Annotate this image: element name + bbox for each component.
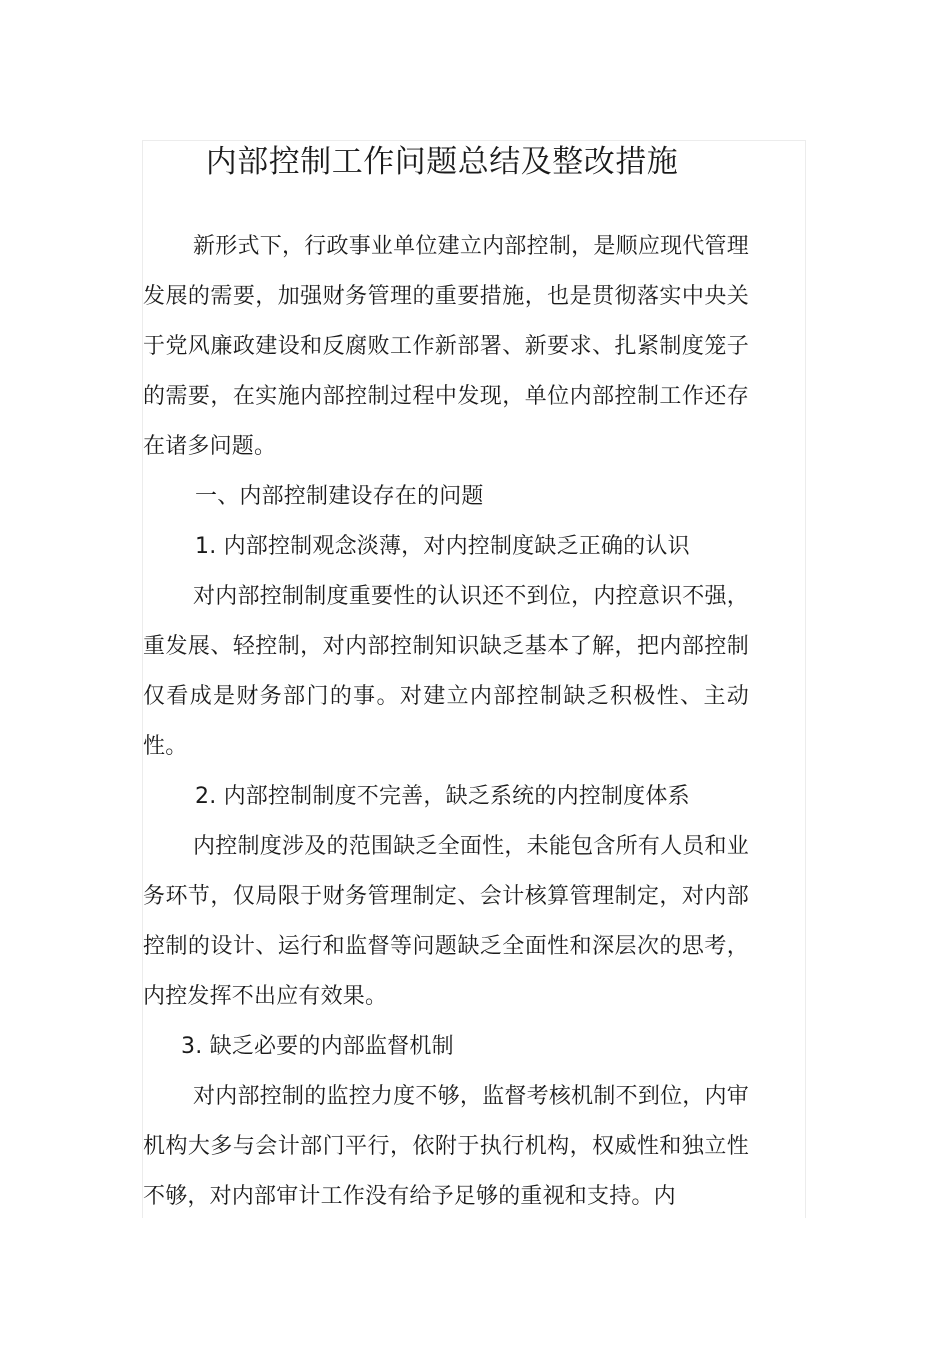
- item-heading-2: 2. 内部控制制度不完善，缺乏系统的内控制度体系: [195, 784, 690, 809]
- section-heading-1: 一、内部控制建设存在的问题: [195, 484, 484, 509]
- document-title: 内部控制工作问题总结及整改措施: [205, 144, 679, 180]
- intro-paragraph: 新形式下，行政事业单位建立内部控制，是顺应现代管理发展的需要，加强财务管理的重要措施，也是贯彻落实中央关于党风廉政建设和反腐败工作新部署、新要求、扎紧制度笼子的需要，在实施内部控制过程中发现，单位内部控制工作还存在诸多问题。: [143, 234, 749, 459]
- item-paragraph-1: 对内部控制制度重要性的认识还不到位，内控意识不强，重发展、轻控制，对内部控制知识缺乏基本了解，把内部控制仅看成是财务部门的事。对建立内部控制缺乏积极性、主动性。: [143, 584, 749, 759]
- document-body: [143, 222, 749, 1222]
- item-heading-3: 3. 缺乏必要的内部监督机制: [181, 1034, 454, 1059]
- item-heading-1: 1. 内部控制观念淡薄，对内控制度缺乏正确的认识: [195, 534, 690, 559]
- item-paragraph-3: 对内部控制的监控力度不够，监督考核机制不到位，内审机构大多与会计部门平行，依附于执行机构，权威性和独立性不够，对内部审计工作没有给予足够的重视和支持。内: [143, 1084, 749, 1209]
- item-paragraph-2: 内控制度涉及的范围缺乏全面性，未能包含所有人员和业务环节，仅局限于财务管理制定、会计核算管理制定，对内部控制的设计、运行和监督等问题缺乏全面性和深层次的思考，内控发挥不出应有效果。: [143, 834, 749, 1009]
